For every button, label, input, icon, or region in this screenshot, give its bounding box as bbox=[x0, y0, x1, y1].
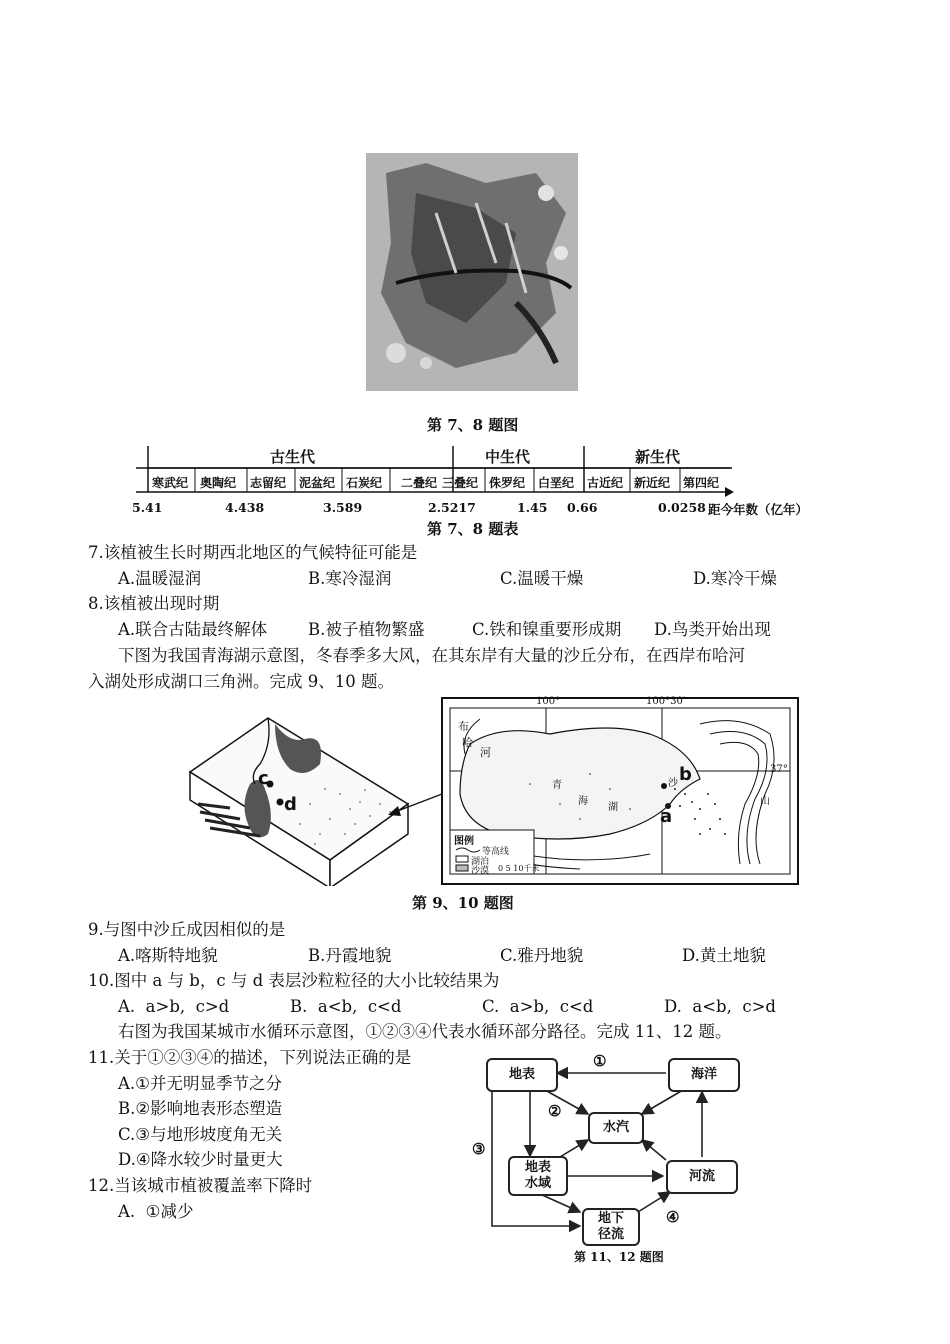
node-surface-water-line2: 水域 bbox=[524, 1176, 551, 1191]
tick-label: 4.438 bbox=[225, 500, 265, 515]
legend-scale: 0 5 10千米 bbox=[498, 864, 540, 873]
q7-option-a: A.温暖湿润 bbox=[118, 569, 202, 588]
figure-11-12-caption: 第 11、12 题图 bbox=[574, 1250, 664, 1264]
lake-label-3: 湖 bbox=[608, 802, 618, 813]
node-vapor: 水汽 bbox=[588, 1112, 644, 1144]
q11-option-a: A.①并无明显季节之分 bbox=[118, 1074, 282, 1093]
tick-label: 0.0258 bbox=[658, 500, 706, 515]
intro-9-10-line1: 下图为我国青海湖示意图，冬春季多大风，在其东岸有大量的沙丘分布，在西岸布哈河 bbox=[118, 646, 745, 665]
label-d: d bbox=[284, 794, 297, 815]
tick-label: 3.589 bbox=[323, 500, 363, 515]
axis-label: 距今年数（亿年） bbox=[708, 502, 809, 517]
period-jurassic: 侏罗纪 bbox=[489, 476, 526, 490]
q9-option-a: A.喀斯特地貌 bbox=[118, 946, 218, 965]
q9-option-c: C.雅丹地貌 bbox=[500, 946, 584, 965]
period-neogene: 新近纪 bbox=[634, 476, 671, 490]
node-groundwater bbox=[582, 1208, 640, 1246]
q11-option-c: C.③与地形坡度角无关 bbox=[118, 1125, 283, 1144]
label-b: b bbox=[679, 764, 692, 785]
path-1-label: ① bbox=[593, 1052, 607, 1070]
tick-label: 5.41 bbox=[132, 500, 163, 515]
legend-contour: 等高线 bbox=[482, 847, 510, 857]
longitude-100: 100° bbox=[536, 696, 561, 707]
period-ordovician: 奥陶纪 bbox=[200, 476, 237, 490]
lake-label-2: 海 bbox=[578, 796, 588, 807]
q8-option-b: B.被子植物繁盛 bbox=[308, 620, 425, 639]
fossil-photo bbox=[366, 153, 578, 391]
era-paleozoic: 古生代 bbox=[270, 448, 316, 466]
q10-option-c: C. a>b, c<d bbox=[482, 997, 594, 1016]
path-2-label: ② bbox=[548, 1102, 562, 1120]
era-mesozoic: 中生代 bbox=[485, 448, 531, 466]
period-paleogene: 古近纪 bbox=[587, 476, 624, 490]
legend-lake: 湖泊 bbox=[471, 857, 490, 867]
figure-7-8-caption: 第 7、8 题图 bbox=[427, 416, 519, 434]
q8-option-d: D.鸟类开始出现 bbox=[654, 620, 771, 639]
q7-option-c: C.温暖干燥 bbox=[500, 569, 584, 588]
q7-option-b: B.寒冷湿润 bbox=[308, 569, 392, 588]
hill-label: 山 bbox=[760, 796, 770, 807]
period-devonian: 泥盆纪 bbox=[299, 476, 336, 490]
node-groundwater-line1: 地下 bbox=[597, 1211, 624, 1227]
question-9-stem: 9.与图中沙丘成因相似的是 bbox=[88, 920, 286, 939]
river-label-1: 布 bbox=[458, 720, 469, 733]
question-8-stem: 8.该植被出现时期 bbox=[88, 594, 220, 613]
q9-option-d: D.黄土地貌 bbox=[682, 946, 766, 965]
node-river: 河流 bbox=[666, 1160, 738, 1194]
q10-option-b: B. a<b, c<d bbox=[290, 997, 402, 1016]
lake-label-1: 青 bbox=[552, 780, 562, 791]
node-ocean: 海洋 bbox=[668, 1058, 740, 1092]
geologic-timeline bbox=[130, 444, 840, 518]
q12-option-a: A. ①减少 bbox=[118, 1202, 194, 1221]
node-surface-water-line1: 地表 bbox=[524, 1160, 551, 1176]
legend-title: 图例 bbox=[454, 836, 474, 847]
era-cenozoic: 新生代 bbox=[635, 448, 681, 466]
period-permian: 二叠纪 bbox=[401, 476, 438, 490]
q8-option-a: A.联合古陆最终解体 bbox=[118, 620, 268, 639]
question-10-stem: 10.图中 a 与 b，c 与 d 表层沙粒粒径的大小比较结果为 bbox=[88, 971, 500, 990]
path-4-label: ④ bbox=[666, 1208, 680, 1226]
figure-9-10 bbox=[180, 694, 800, 886]
intro-11-12: 右图为我国某城市水循环示意图，①②③④代表水循环部分路径。完成 11、12 题。 bbox=[118, 1022, 732, 1041]
period-cambrian: 寒武纪 bbox=[152, 476, 189, 490]
q10-option-a: A. a>b, c>d bbox=[118, 997, 230, 1016]
q10-option-d: D. a<b, c>d bbox=[664, 997, 776, 1016]
tick-label: 2.5217 bbox=[428, 500, 476, 515]
period-triassic: 三叠纪 bbox=[442, 476, 479, 490]
period-quaternary: 第四纪 bbox=[683, 476, 720, 490]
node-surface-water bbox=[508, 1156, 568, 1196]
tick-label: 1.45 bbox=[517, 500, 548, 515]
river-label-3: 河 bbox=[480, 746, 491, 759]
latitude-37: 37° bbox=[770, 764, 788, 775]
intro-9-10-line2: 入湖处形成湖口三角洲。完成 9、10 题。 bbox=[88, 672, 394, 691]
river-label-2: 哈 bbox=[462, 736, 473, 749]
node-groundwater-line2: 径流 bbox=[597, 1227, 624, 1242]
figure-7-8-table-caption: 第 7、8 题表 bbox=[427, 520, 519, 538]
q7-option-d: D.寒冷干燥 bbox=[693, 569, 777, 588]
water-cycle-diagram bbox=[470, 1052, 750, 1267]
question-11-stem: 11.关于①②③④的描述，下列说法正确的是 bbox=[88, 1048, 412, 1067]
q11-option-d: D.④降水较少时量更大 bbox=[118, 1150, 283, 1169]
question-12-stem: 12.当该城市植被覆盖率下降时 bbox=[88, 1176, 313, 1195]
sand-label: 沙 bbox=[668, 778, 678, 789]
path-3-label: ③ bbox=[472, 1140, 486, 1158]
period-silurian: 志留纪 bbox=[250, 476, 287, 490]
period-cretaceous: 白垩纪 bbox=[538, 476, 575, 490]
period-carboniferous: 石炭纪 bbox=[346, 476, 383, 490]
label-a: a bbox=[660, 806, 673, 827]
figure-9-10-caption: 第 9、10 题图 bbox=[412, 894, 514, 912]
question-7-stem: 7.该植被生长时期西北地区的气候特征可能是 bbox=[88, 543, 418, 562]
q8-option-c: C.铁和镍重要形成期 bbox=[472, 620, 622, 639]
q9-option-b: B.丹霞地貌 bbox=[308, 946, 392, 965]
node-surface: 地表 bbox=[486, 1058, 558, 1092]
tick-label: 0.66 bbox=[567, 500, 598, 515]
q11-option-b: B.②影响地表形态塑造 bbox=[118, 1099, 283, 1118]
longitude-100-30: 100°30′ bbox=[646, 696, 686, 707]
legend-desert: 沙漠 bbox=[471, 866, 490, 876]
label-c: c bbox=[258, 768, 269, 789]
